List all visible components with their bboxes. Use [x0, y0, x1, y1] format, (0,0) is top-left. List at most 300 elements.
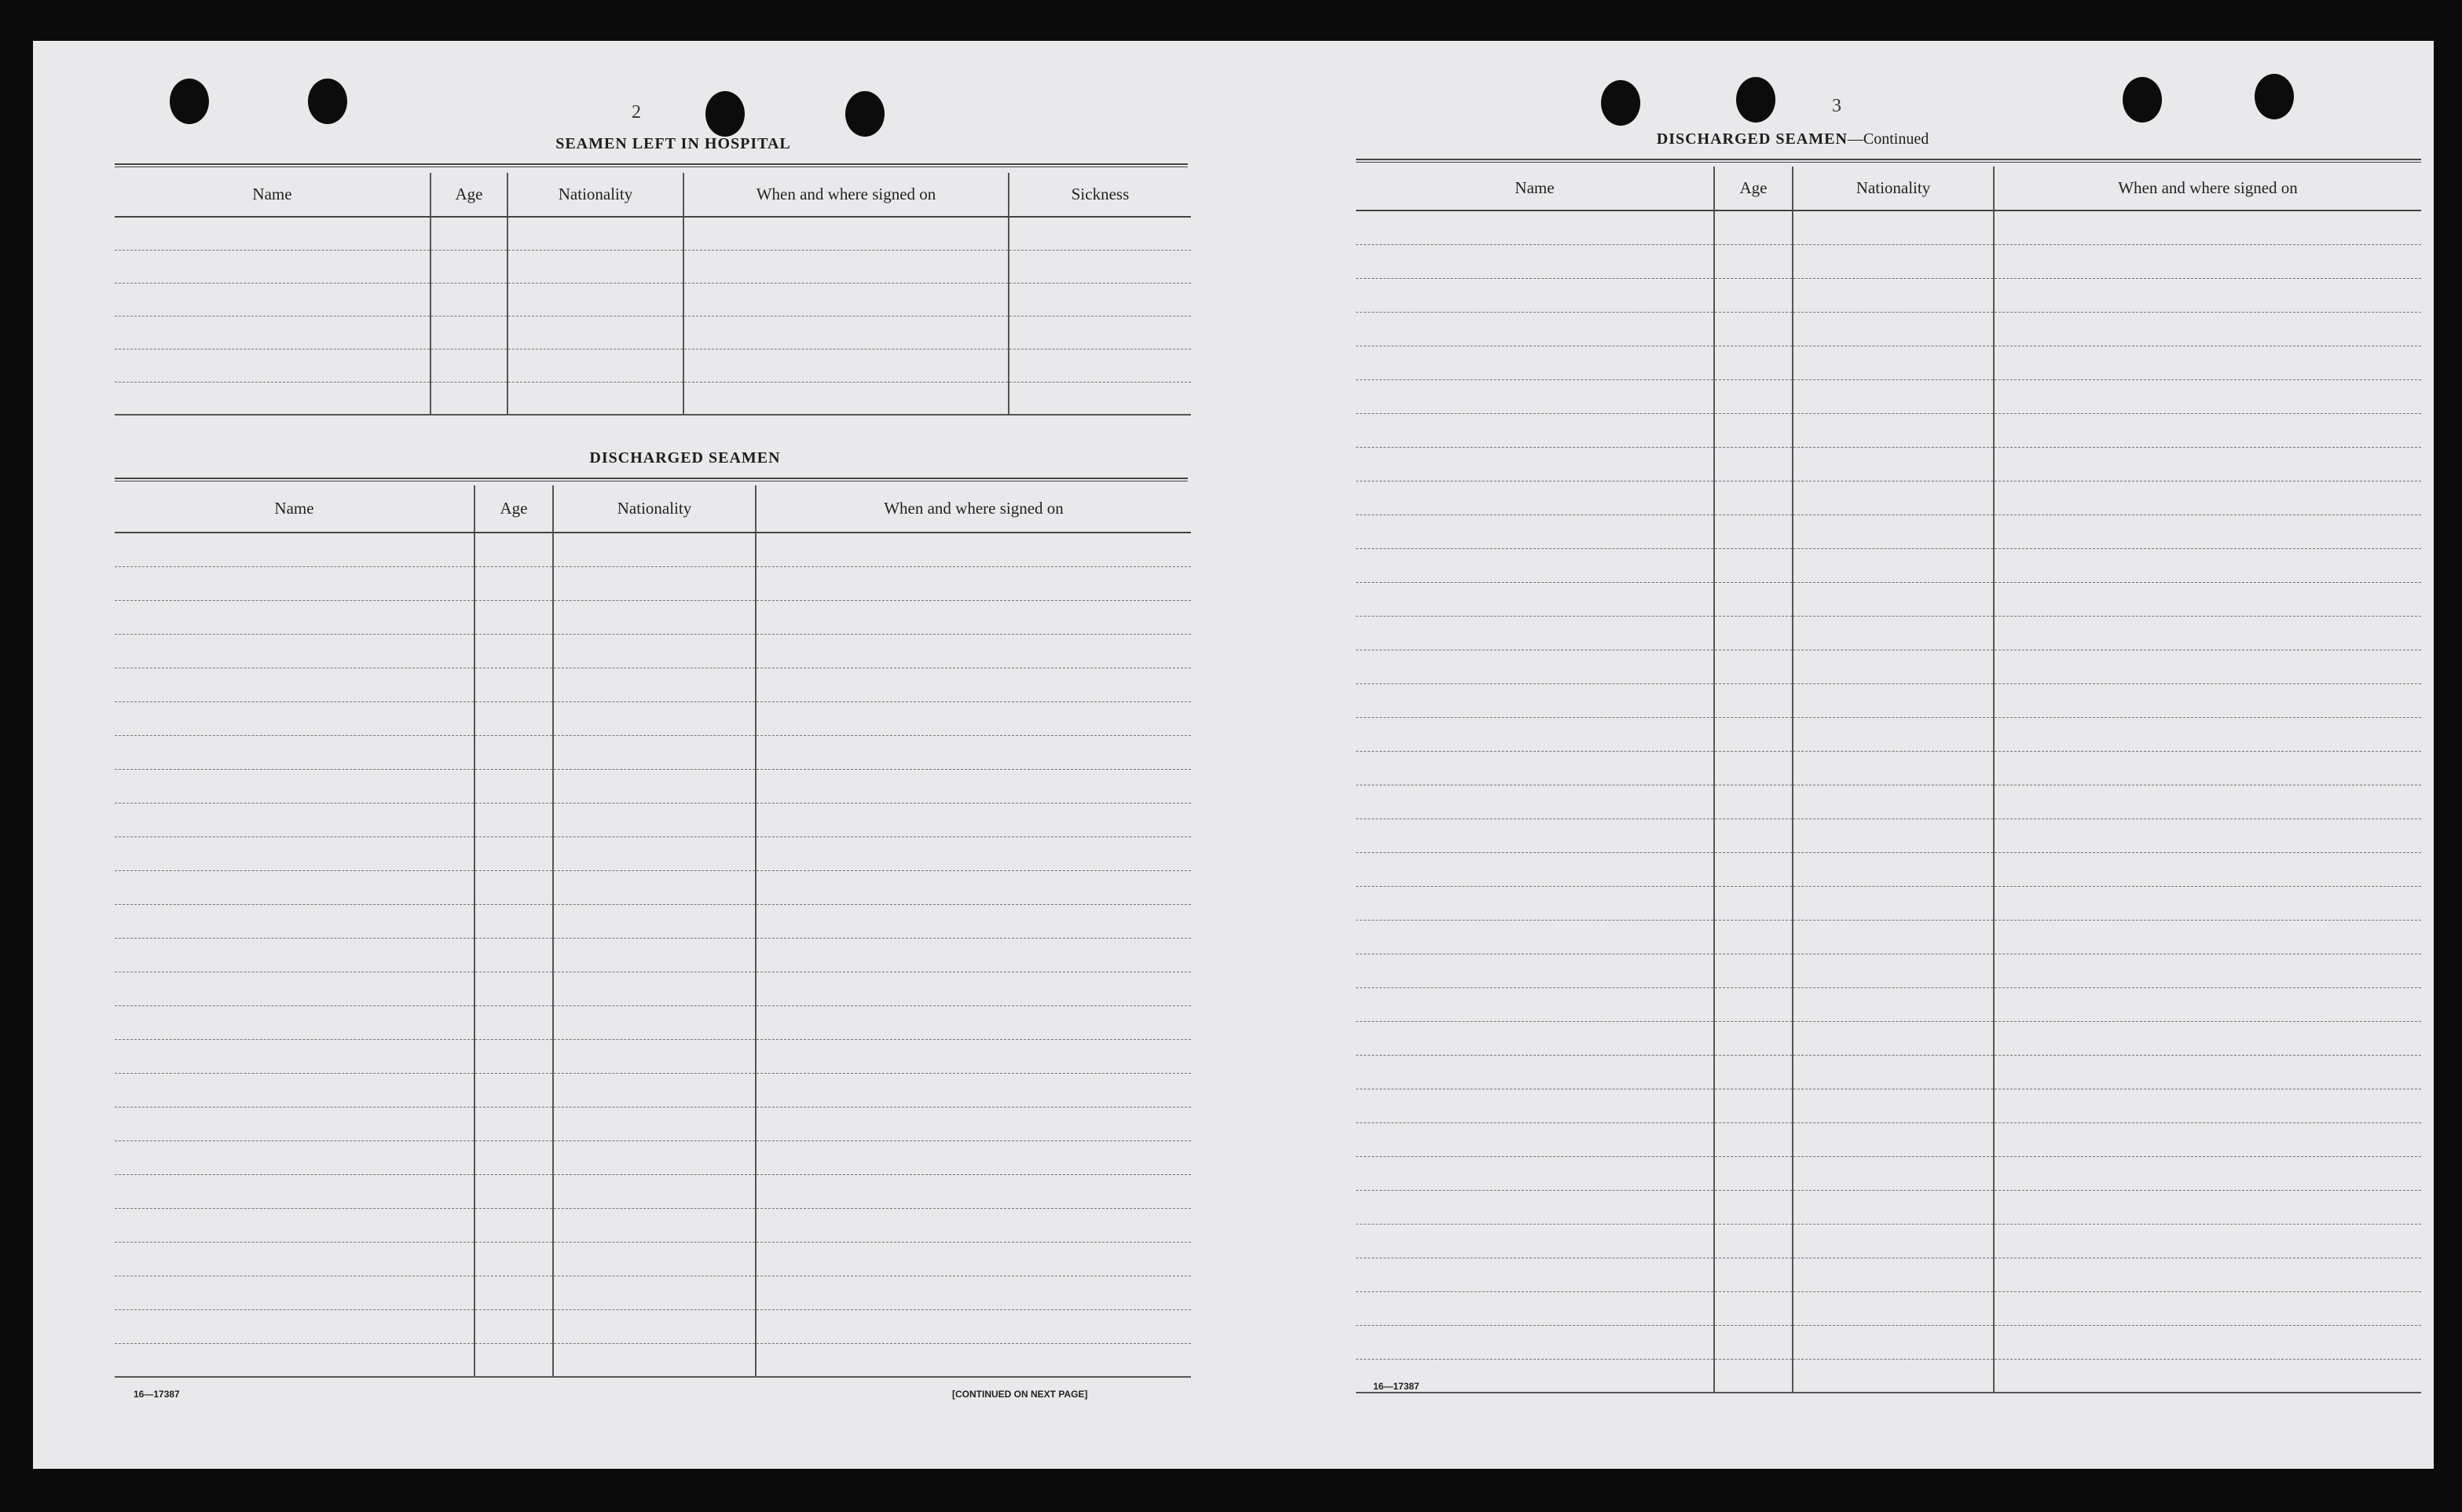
table-cell[interactable]: [1356, 1122, 1714, 1156]
table-cell[interactable]: [1356, 954, 1714, 987]
table-row: [1356, 650, 2421, 683]
table-cell[interactable]: [756, 904, 1191, 938]
table-cell[interactable]: [756, 1005, 1191, 1039]
table-cell[interactable]: [430, 283, 507, 316]
table-cell[interactable]: [1356, 852, 1714, 886]
table-cell[interactable]: [1793, 1291, 1994, 1325]
table-cell[interactable]: [507, 349, 683, 382]
table-cell[interactable]: [1356, 1291, 1714, 1325]
table-cell[interactable]: [756, 837, 1191, 870]
table-cell[interactable]: [683, 349, 1009, 382]
table-cell[interactable]: [1356, 514, 1714, 548]
table-cell[interactable]: [553, 769, 756, 803]
table-cell[interactable]: [507, 316, 683, 349]
table-cell[interactable]: [474, 1242, 553, 1276]
table-cell[interactable]: [1793, 1190, 1994, 1224]
table-cell[interactable]: [1714, 785, 1793, 818]
table-cell[interactable]: [1793, 278, 1994, 312]
table-cell[interactable]: [1714, 312, 1793, 346]
table-cell[interactable]: [474, 1276, 553, 1309]
table-cell[interactable]: [1793, 886, 1994, 920]
table-cell[interactable]: [1356, 481, 1714, 514]
table-cell[interactable]: [474, 1039, 553, 1073]
table-cell[interactable]: [553, 1208, 756, 1242]
table-cell[interactable]: [1793, 1224, 1994, 1258]
table-cell[interactable]: [756, 1343, 1191, 1377]
table-cell[interactable]: [1793, 954, 1994, 987]
table-row: [115, 316, 1191, 349]
table-row: [1356, 683, 2421, 717]
table-cell[interactable]: [756, 1174, 1191, 1208]
table-cell[interactable]: [115, 283, 430, 316]
table-cell[interactable]: [474, 837, 553, 870]
table-cell[interactable]: [1793, 785, 1994, 818]
table-cell[interactable]: [507, 250, 683, 283]
table-cell[interactable]: [507, 283, 683, 316]
table-cell[interactable]: [1793, 1089, 1994, 1122]
table-cell[interactable]: [115, 735, 474, 769]
table-cell[interactable]: [1793, 1021, 1994, 1055]
table-cell[interactable]: [1356, 818, 1714, 852]
table-cell[interactable]: [683, 382, 1009, 415]
table-cell[interactable]: [1356, 447, 1714, 481]
table-cell[interactable]: [683, 283, 1009, 316]
table-cell[interactable]: [756, 769, 1191, 803]
table-cell[interactable]: [474, 701, 553, 735]
table-cell[interactable]: [1714, 1258, 1793, 1291]
table-cell[interactable]: [1994, 582, 2421, 616]
table-cell[interactable]: [1714, 278, 1793, 312]
table-cell[interactable]: [430, 316, 507, 349]
table-cell[interactable]: [553, 1343, 756, 1377]
table-cell[interactable]: [115, 600, 474, 634]
table-cell[interactable]: [507, 217, 683, 250]
table-cell[interactable]: [474, 1309, 553, 1343]
table-cell[interactable]: [474, 668, 553, 701]
table-cell[interactable]: [553, 735, 756, 769]
table-cell[interactable]: [1356, 1190, 1714, 1224]
table-cell[interactable]: [756, 1140, 1191, 1174]
table-cell[interactable]: [553, 634, 756, 668]
table-cell[interactable]: [1793, 616, 1994, 650]
table-cell[interactable]: [115, 1343, 474, 1377]
discharged-continued-title: [1573, 130, 2013, 148]
table-cell[interactable]: [553, 1140, 756, 1174]
table-cell[interactable]: [1994, 785, 2421, 818]
table-cell[interactable]: [1356, 346, 1714, 379]
table-cell[interactable]: [1793, 1325, 1994, 1359]
table-cell[interactable]: [1714, 818, 1793, 852]
table-cell[interactable]: [1714, 1224, 1793, 1258]
table-cell[interactable]: [1356, 751, 1714, 785]
table-cell[interactable]: [1793, 852, 1994, 886]
table-cell[interactable]: [474, 769, 553, 803]
table-cell[interactable]: [1714, 1325, 1793, 1359]
table-cell[interactable]: [1356, 379, 1714, 413]
table-cell[interactable]: [474, 634, 553, 668]
table-cell[interactable]: [115, 566, 474, 600]
table-cell[interactable]: [1994, 211, 2421, 244]
table-cell[interactable]: [1793, 1055, 1994, 1089]
table-cell[interactable]: [1793, 582, 1994, 616]
table-row: [1356, 312, 2421, 346]
table-cell[interactable]: [1356, 278, 1714, 312]
table-cell[interactable]: [1793, 1258, 1994, 1291]
table-cell[interactable]: [474, 1208, 553, 1242]
table-cell[interactable]: [683, 250, 1009, 283]
table-cell[interactable]: [115, 316, 430, 349]
table-cell[interactable]: [1793, 818, 1994, 852]
table-cell[interactable]: [474, 1073, 553, 1107]
table-cell[interactable]: [1714, 346, 1793, 379]
table-cell[interactable]: [474, 1005, 553, 1039]
table-cell[interactable]: [553, 1005, 756, 1039]
table-cell[interactable]: [474, 870, 553, 904]
table-cell[interactable]: [1009, 382, 1191, 415]
table-cell[interactable]: [115, 1208, 474, 1242]
table-cell[interactable]: [1994, 1359, 2421, 1393]
table-cell[interactable]: [756, 938, 1191, 972]
table-cell[interactable]: [553, 1309, 756, 1343]
table-cell[interactable]: [756, 735, 1191, 769]
table-cell[interactable]: [1714, 1089, 1793, 1122]
table-cell[interactable]: [756, 803, 1191, 837]
table-cell[interactable]: [115, 1242, 474, 1276]
section-rule: [115, 478, 1188, 481]
table-cell[interactable]: [1793, 1122, 1994, 1156]
table-row: [115, 769, 1191, 803]
table-cell[interactable]: [1714, 852, 1793, 886]
section-rule: [1356, 159, 2421, 163]
table-cell[interactable]: [756, 1073, 1191, 1107]
table-cell[interactable]: [1714, 954, 1793, 987]
table-cell[interactable]: [1356, 920, 1714, 954]
table-cell[interactable]: [430, 217, 507, 250]
table-row: [115, 634, 1191, 668]
table-cell[interactable]: [1793, 683, 1994, 717]
table-cell[interactable]: [1356, 548, 1714, 582]
table-cell[interactable]: [474, 904, 553, 938]
table-cell[interactable]: [1714, 616, 1793, 650]
table-cell[interactable]: [1994, 548, 2421, 582]
table-cell[interactable]: [115, 769, 474, 803]
table-cell[interactable]: [115, 870, 474, 904]
table-cell[interactable]: [553, 566, 756, 600]
table-cell[interactable]: [1356, 582, 1714, 616]
table-cell[interactable]: [553, 1174, 756, 1208]
table-cell[interactable]: [1793, 379, 1994, 413]
table-cell[interactable]: [1994, 244, 2421, 278]
table-cell[interactable]: [115, 217, 430, 250]
table-cell[interactable]: [1356, 1258, 1714, 1291]
table-cell[interactable]: [1356, 1055, 1714, 1089]
table-cell[interactable]: [1714, 1055, 1793, 1089]
table-cell[interactable]: [474, 1174, 553, 1208]
table-cell[interactable]: [553, 1039, 756, 1073]
table-cell[interactable]: [553, 1276, 756, 1309]
column-header: Age: [430, 173, 507, 217]
table-cell[interactable]: [1714, 481, 1793, 514]
table-cell[interactable]: [553, 870, 756, 904]
table-cell[interactable]: [1994, 379, 2421, 413]
table-cell[interactable]: [1994, 413, 2421, 447]
table-cell[interactable]: [1994, 852, 2421, 886]
table-cell[interactable]: [1994, 751, 2421, 785]
table-cell[interactable]: [1994, 1122, 2421, 1156]
table-cell[interactable]: [1994, 1224, 2421, 1258]
table-cell[interactable]: [553, 972, 756, 1005]
table-cell[interactable]: [1994, 920, 2421, 954]
table-cell[interactable]: [430, 349, 507, 382]
table-cell[interactable]: [1356, 1089, 1714, 1122]
table-cell[interactable]: [474, 1343, 553, 1377]
table-cell[interactable]: [1009, 349, 1191, 382]
discharged-seamen-continued-table: [1356, 167, 2421, 1393]
table-cell[interactable]: [115, 938, 474, 972]
table-cell[interactable]: [474, 972, 553, 1005]
table-row: [115, 904, 1191, 938]
table-cell[interactable]: [1714, 1359, 1793, 1393]
table-cell[interactable]: [1714, 413, 1793, 447]
table-cell[interactable]: [115, 1140, 474, 1174]
table-cell[interactable]: [115, 1276, 474, 1309]
table-cell[interactable]: [1793, 211, 1994, 244]
table-cell[interactable]: [507, 382, 683, 415]
table-cell[interactable]: [1356, 717, 1714, 751]
table-cell[interactable]: [553, 533, 756, 566]
table-cell[interactable]: [756, 566, 1191, 600]
table-cell[interactable]: [1009, 283, 1191, 316]
table-row: [115, 701, 1191, 735]
table-cell[interactable]: [1714, 920, 1793, 954]
table-cell[interactable]: [1994, 1021, 2421, 1055]
table-cell[interactable]: [1356, 1224, 1714, 1258]
table-row: [115, 1073, 1191, 1107]
table-cell[interactable]: [1994, 1055, 2421, 1089]
table-cell[interactable]: [1994, 717, 2421, 751]
table-cell[interactable]: [1714, 548, 1793, 582]
table-cell[interactable]: [1793, 717, 1994, 751]
table-cell[interactable]: [115, 1107, 474, 1140]
table-cell[interactable]: [756, 634, 1191, 668]
table-cell[interactable]: [1714, 1122, 1793, 1156]
table-cell[interactable]: [1356, 312, 1714, 346]
table-cell[interactable]: [1714, 717, 1793, 751]
table-cell[interactable]: [756, 1242, 1191, 1276]
table-cell[interactable]: [1356, 413, 1714, 447]
table-row: [115, 803, 1191, 837]
continued-note: [CONTINUED ON NEXT PAGE]: [952, 1389, 1088, 1400]
table-cell[interactable]: [1714, 751, 1793, 785]
table-cell[interactable]: [115, 803, 474, 837]
table-cell[interactable]: [1714, 244, 1793, 278]
table-cell[interactable]: [1793, 650, 1994, 683]
table-row: [115, 349, 1191, 382]
table-cell[interactable]: [1793, 987, 1994, 1021]
table-row: [115, 735, 1191, 769]
table-cell[interactable]: [1356, 683, 1714, 717]
table-cell[interactable]: [1356, 650, 1714, 683]
table-cell[interactable]: [553, 904, 756, 938]
table-cell[interactable]: [683, 217, 1009, 250]
table-cell[interactable]: [1356, 785, 1714, 818]
table-cell[interactable]: [756, 668, 1191, 701]
table-cell[interactable]: [1994, 1258, 2421, 1291]
table-cell[interactable]: [474, 566, 553, 600]
table-cell[interactable]: [1793, 920, 1994, 954]
table-cell[interactable]: [1356, 211, 1714, 244]
table-cell[interactable]: [756, 1107, 1191, 1140]
table-cell[interactable]: [430, 250, 507, 283]
table-cell[interactable]: [115, 668, 474, 701]
table-cell[interactable]: [1994, 987, 2421, 1021]
table-cell[interactable]: [756, 972, 1191, 1005]
table-row: [1356, 818, 2421, 852]
table-cell[interactable]: [1994, 1190, 2421, 1224]
table-cell[interactable]: [1714, 886, 1793, 920]
table-cell[interactable]: [756, 1208, 1191, 1242]
table-cell[interactable]: [1714, 211, 1793, 244]
table-cell[interactable]: [1356, 244, 1714, 278]
table-cell[interactable]: [1793, 1359, 1994, 1393]
table-cell[interactable]: [1714, 1190, 1793, 1224]
table-cell[interactable]: [474, 1107, 553, 1140]
table-cell[interactable]: [1714, 1156, 1793, 1190]
table-cell[interactable]: [1793, 548, 1994, 582]
table-cell[interactable]: [474, 803, 553, 837]
table-row: [1356, 1156, 2421, 1190]
table-cell[interactable]: [553, 1107, 756, 1140]
table-row: [115, 870, 1191, 904]
table-cell[interactable]: [1356, 987, 1714, 1021]
table-cell[interactable]: [1994, 1156, 2421, 1190]
table-cell[interactable]: [553, 837, 756, 870]
table-cell[interactable]: [1356, 1156, 1714, 1190]
table-cell[interactable]: [474, 600, 553, 634]
table-cell[interactable]: [115, 837, 474, 870]
table-row: [1356, 987, 2421, 1021]
table-cell[interactable]: [756, 600, 1191, 634]
table-cell[interactable]: [756, 701, 1191, 735]
table-cell[interactable]: [1994, 818, 2421, 852]
table-cell[interactable]: [1793, 447, 1994, 481]
table-cell[interactable]: [1714, 514, 1793, 548]
table-cell[interactable]: [1356, 1021, 1714, 1055]
table-cell[interactable]: [756, 1309, 1191, 1343]
table-cell[interactable]: [553, 668, 756, 701]
table-cell[interactable]: [756, 533, 1191, 566]
table-cell[interactable]: [1994, 514, 2421, 548]
table-cell[interactable]: [115, 349, 430, 382]
table-cell[interactable]: [115, 1073, 474, 1107]
table-row: [1356, 346, 2421, 379]
table-cell[interactable]: [115, 1309, 474, 1343]
table-cell[interactable]: [1994, 650, 2421, 683]
table-cell[interactable]: [1714, 582, 1793, 616]
table-cell[interactable]: [1714, 379, 1793, 413]
table-cell[interactable]: [553, 600, 756, 634]
table-cell[interactable]: [1994, 346, 2421, 379]
table-cell[interactable]: [553, 938, 756, 972]
table-cell[interactable]: [1793, 514, 1994, 548]
discharged-section-title: DISCHARGED SEAMEN: [589, 449, 781, 467]
table-cell[interactable]: [115, 382, 430, 415]
page-number: 2: [632, 102, 641, 123]
table-cell[interactable]: [115, 1005, 474, 1039]
hospital-table: [115, 173, 1191, 416]
table-cell[interactable]: [474, 938, 553, 972]
table-cell[interactable]: [683, 316, 1009, 349]
table-row: [1356, 1359, 2421, 1393]
table-cell[interactable]: [1793, 346, 1994, 379]
table-cell[interactable]: [1994, 954, 2421, 987]
table-cell[interactable]: [115, 250, 430, 283]
table-cell[interactable]: [1994, 1291, 2421, 1325]
table-cell[interactable]: [1793, 1156, 1994, 1190]
table-cell[interactable]: [756, 1039, 1191, 1073]
table-cell[interactable]: [1009, 250, 1191, 283]
table-cell[interactable]: [1994, 616, 2421, 650]
table-cell[interactable]: [115, 634, 474, 668]
table-cell[interactable]: [474, 735, 553, 769]
table-cell[interactable]: [553, 1242, 756, 1276]
table-row: [1356, 278, 2421, 312]
table-cell[interactable]: [553, 701, 756, 735]
table-cell[interactable]: [115, 972, 474, 1005]
table-cell[interactable]: [1356, 886, 1714, 920]
table-row: [1356, 481, 2421, 514]
table-cell[interactable]: [1994, 1325, 2421, 1359]
table-cell[interactable]: [1994, 886, 2421, 920]
table-cell[interactable]: [115, 1039, 474, 1073]
table-cell[interactable]: [1994, 312, 2421, 346]
table-cell[interactable]: [1714, 1021, 1793, 1055]
table-cell[interactable]: [115, 904, 474, 938]
table-cell[interactable]: [1714, 683, 1793, 717]
table-cell[interactable]: [1994, 278, 2421, 312]
table-cell[interactable]: [1714, 987, 1793, 1021]
table-cell[interactable]: [1714, 1291, 1793, 1325]
table-cell[interactable]: [1356, 616, 1714, 650]
table-cell[interactable]: [1994, 1089, 2421, 1122]
table-cell[interactable]: [1714, 447, 1793, 481]
table-row: [1356, 514, 2421, 548]
column-header: Age: [1714, 167, 1793, 211]
table-cell[interactable]: [1994, 683, 2421, 717]
table-cell[interactable]: [1793, 481, 1994, 514]
table-cell[interactable]: [1793, 751, 1994, 785]
table-cell[interactable]: [1714, 650, 1793, 683]
table-cell[interactable]: [553, 803, 756, 837]
table-cell[interactable]: [1994, 481, 2421, 514]
table-cell[interactable]: [474, 533, 553, 566]
table-cell[interactable]: [1793, 312, 1994, 346]
table-cell[interactable]: [115, 1174, 474, 1208]
table-cell[interactable]: [1009, 217, 1191, 250]
table-cell[interactable]: [115, 533, 474, 566]
table-cell[interactable]: [1793, 413, 1994, 447]
table-cell[interactable]: [1994, 447, 2421, 481]
table-cell[interactable]: [1793, 244, 1994, 278]
table-cell[interactable]: [1356, 1325, 1714, 1359]
table-cell[interactable]: [756, 1276, 1191, 1309]
table-cell[interactable]: [474, 1140, 553, 1174]
table-cell[interactable]: [553, 1073, 756, 1107]
table-cell[interactable]: [430, 382, 507, 415]
table-cell[interactable]: [756, 870, 1191, 904]
table-cell[interactable]: [1009, 316, 1191, 349]
table-cell[interactable]: [115, 701, 474, 735]
